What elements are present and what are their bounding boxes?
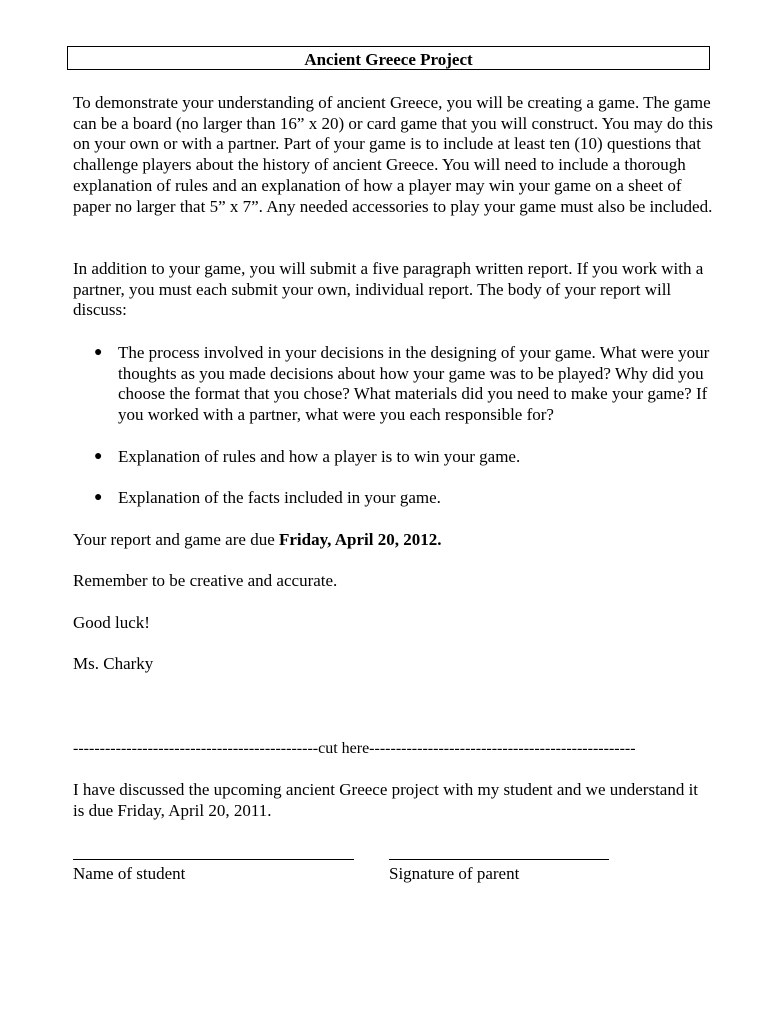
- intro-paragraph: To demonstrate your understanding of ancient Greece, you will be creating a game. The game can be a board (no larger than 16” x 20) or card game that you will construct. You may do this on your own or with a partner. Part of your game is to include at least ten (10) questions that challenge players about the history of ancient Greece. You will need to include a thorough explanation of rules and an explanation of how a player may win your game on a sheet of paper no larger that 5” x 7”. Any needed accessories to play your game must also be included.: [73, 93, 713, 216]
- report-topics-list-2: [73, 447, 713, 468]
- list-item: [73, 488, 713, 509]
- report-topics-list: [73, 343, 713, 426]
- parent-signature-label: Signature of parent: [389, 864, 520, 883]
- report-topics-list-3: [73, 488, 713, 509]
- report-paragraph: In addition to your game, you will submit a five paragraph written report. If you work with a partner, you must each submit your own, individual report. The body of your report will discuss:: [73, 259, 704, 320]
- due-date-line: [73, 530, 713, 551]
- cut-here-divider: ----------------------------------------------cut here--------------------------------------------------: [73, 740, 636, 757]
- page-title: Ancient Greece Project: [67, 46, 710, 70]
- bullet-text: Explanation of the facts included in your game.: [118, 488, 441, 507]
- list-item: [73, 343, 713, 426]
- due-prefix: Your report and game are due: [73, 530, 279, 549]
- teacher-name: Ms. Charky: [73, 654, 154, 673]
- bullet-text: Explanation of rules and how a player is to win your game.: [118, 447, 521, 466]
- due-date: Friday, April 20, 2012.: [278, 530, 442, 549]
- good-luck-line: Good luck!: [73, 613, 150, 632]
- parent-signature-line[interactable]: [389, 859, 609, 860]
- acknowledgement-paragraph: I have discussed the upcoming ancient Greece project with my student and we understand it is due Friday, April 20, 2011.: [73, 780, 699, 820]
- student-name-label: Name of student: [73, 864, 186, 883]
- list-item: [73, 447, 713, 468]
- bullet-icon: ●: [94, 449, 103, 464]
- student-name-line[interactable]: [73, 859, 354, 860]
- bullet-icon: ●: [94, 490, 103, 505]
- bullet-icon: ●: [94, 345, 103, 360]
- remember-line: Remember to be creative and accurate.: [73, 571, 338, 590]
- bullet-text: The process involved in your decisions in the designing of your game. What were your thoughts as you made decisions about how your game was to be played? Why did you choose the format that you chose? What materials did you need to make your game? If you worked with a partner, what were you each responsible for?: [118, 343, 710, 425]
